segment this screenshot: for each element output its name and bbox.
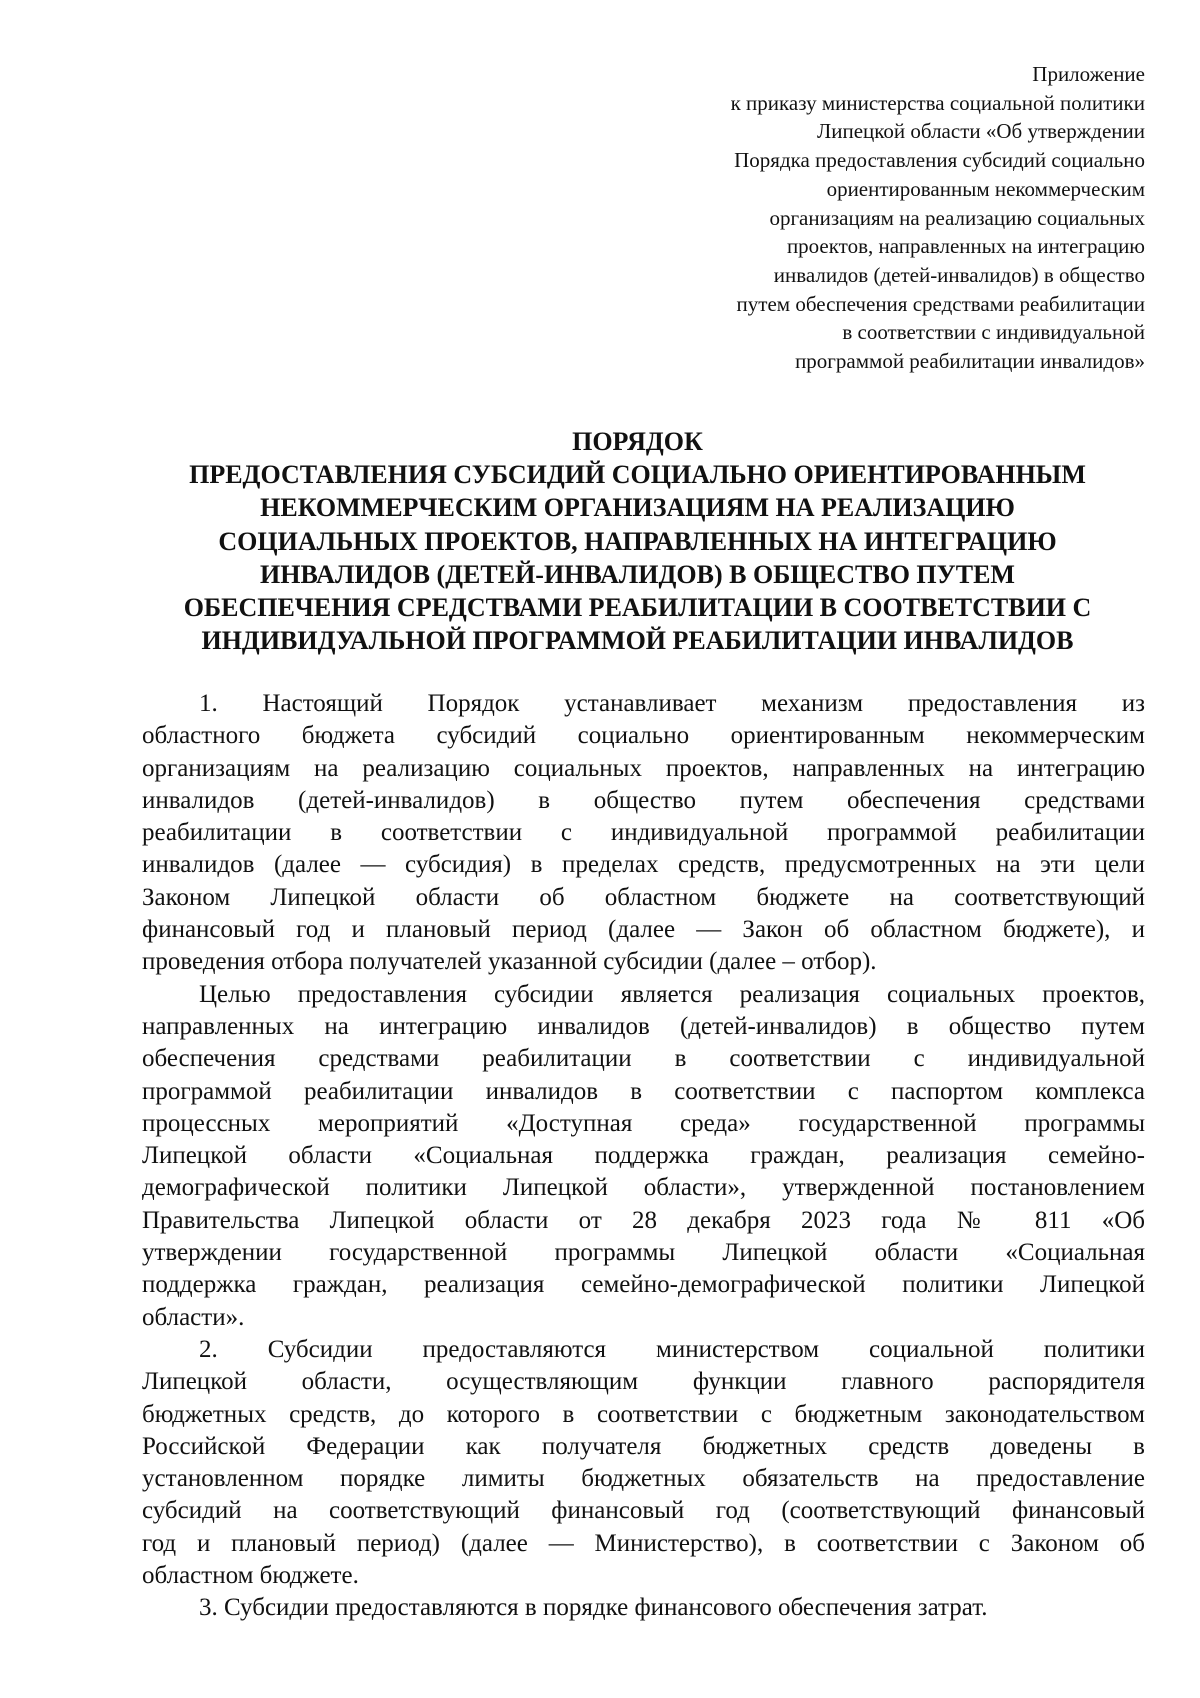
paragraph-1-line: Законом Липецкой области об областном бюджете на соответствующий: [142, 883, 1145, 911]
paragraph-2-line: бюджетных средств, до которого в соответствии с бюджетным законодательством: [142, 1400, 1145, 1428]
paragraph-2-line: Липецкой области, осуществляющим функции главного распорядителя: [142, 1368, 1145, 1396]
title-line: НЕКОММЕРЧЕСКИМ ОРГАНИЗАЦИЯМ НА РЕАЛИЗАЦИЮ: [260, 493, 1015, 523]
paragraph-goal-line: Целью предоставления субсидии является реализация социальных проектов,: [199, 980, 1145, 1008]
paragraph-2-line: год и плановый период) (далее — Министерство), в соответствии с Законом об: [142, 1529, 1145, 1557]
paragraph-goal-line: программой реабилитации инвалидов в соответствии с паспортом комплекса: [142, 1077, 1145, 1105]
paragraph-3-line: 3. Субсидии предоставляются в порядке финансового обеспечения затрат.: [199, 1594, 988, 1622]
paragraph-goal-line: процессных мероприятий «Доступная среда» государственной программы: [142, 1109, 1145, 1137]
paragraph-2-line: субсидий на соответствующий финансовый год (соответствующий финансовый: [142, 1497, 1145, 1525]
paragraph-1-line: областного бюджета субсидий социально ориентированным некоммерческим: [142, 722, 1145, 750]
appendix-line: программой реабилитации инвалидов»: [795, 349, 1145, 374]
appendix-line: в соответствии с индивидуальной: [842, 320, 1145, 345]
paragraph-goal-line: обеспечения средствами реабилитации в соответствии с индивидуальной: [142, 1045, 1145, 1073]
document-body: [142, 688, 1145, 1625]
paragraph-goal-line: утверждении государственной программы Липецкой области «Социальная: [142, 1239, 1145, 1267]
paragraph-goal-line: Правительства Липецкой области от 28 декабря 2023 года № 811 «Об: [142, 1206, 1145, 1234]
appendix-line: проектов, направленных на интеграцию: [786, 234, 1145, 259]
paragraph-goal-line: Липецкой области «Социальная поддержка граждан, реализация семейно-: [142, 1142, 1145, 1170]
paragraph-1-line: организациям на реализацию социальных проектов, направленных на интеграцию: [142, 754, 1145, 782]
title-line: СОЦИАЛЬНЫХ ПРОЕКТОВ, НАПРАВЛЕННЫХ НА ИНТЕГРАЦИЮ: [218, 526, 1057, 556]
appendix-header: [600, 60, 1145, 376]
paragraph-1-line: инвалидов (детей-инвалидов) в общество путем обеспечения средствами: [142, 786, 1145, 814]
appendix-line: к приказу министерства социальной политики: [730, 90, 1145, 115]
document-title: [130, 425, 1145, 657]
appendix-line: инвалидов (детей-инвалидов) в общество: [773, 262, 1145, 287]
appendix-line: организациям на реализацию социальных: [769, 205, 1145, 230]
appendix-line: Порядка предоставления субсидий социально: [734, 148, 1145, 173]
paragraph-2-line: установленном порядке лимиты бюджетных обязательств на предоставление: [142, 1465, 1145, 1493]
paragraph-2-line: областном бюджете.: [142, 1562, 359, 1590]
appendix-line: Приложение: [1032, 62, 1145, 86]
appendix-line: ориентированным некоммерческим: [826, 176, 1145, 201]
paragraph-1-line: 1. Настоящий Порядок устанавливает механизм предоставления из: [199, 690, 1145, 717]
paragraph-2-line: Российской Федерации как получателя бюджетных средств доведены в: [142, 1432, 1145, 1460]
paragraph-1-line: реабилитации в соответствии с индивидуальной программой реабилитации: [142, 819, 1145, 847]
paragraph-goal-line: демографической политики Липецкой области», утвержденной постановлением: [142, 1174, 1145, 1202]
paragraph-2-line: 2. Субсидии предоставляются министерством социальной политики: [199, 1335, 1145, 1363]
paragraph-1-line: финансовый год и плановый период (далее — Закон об областном бюджете), и: [142, 916, 1145, 944]
paragraph-1-line: инвалидов (далее — субсидия) в пределах средств, предусмотренных на эти цели: [142, 851, 1145, 879]
title-line: ПРЕДОСТАВЛЕНИЯ СУБСИДИЙ СОЦИАЛЬНО ОРИЕНТИРОВАННЫМ: [189, 460, 1086, 490]
title-line: ПОРЯДОК: [572, 427, 703, 456]
appendix-line: Липецкой области «Об утверждении: [817, 119, 1145, 144]
appendix-line: путем обеспечения средствами реабилитации: [736, 291, 1145, 316]
paragraph-goal-line: направленных на интеграцию инвалидов (детей-инвалидов) в общество путем: [142, 1012, 1145, 1040]
title-line: ИНДИВИДУАЛЬНОЙ ПРОГРАММОЙ РЕАБИЛИТАЦИИ ИНВАЛИДОВ: [201, 626, 1074, 656]
paragraph-goal-line: поддержка граждан, реализация семейно-демографической политики Липецкой: [142, 1271, 1145, 1299]
title-line: ИНВАЛИДОВ (ДЕТЕЙ-ИНВАЛИДОВ) В ОБЩЕСТВО ПУТЕМ: [260, 559, 1015, 589]
paragraph-goal-line: области».: [142, 1303, 245, 1331]
paragraph-1-line: проведения отбора получателей указанной субсидии (далее – отбор).: [142, 948, 877, 976]
title-line: ОБЕСПЕЧЕНИЯ СРЕДСТВАМИ РЕАБИЛИТАЦИИ В СООТВЕТСТВИИ С: [183, 593, 1092, 623]
